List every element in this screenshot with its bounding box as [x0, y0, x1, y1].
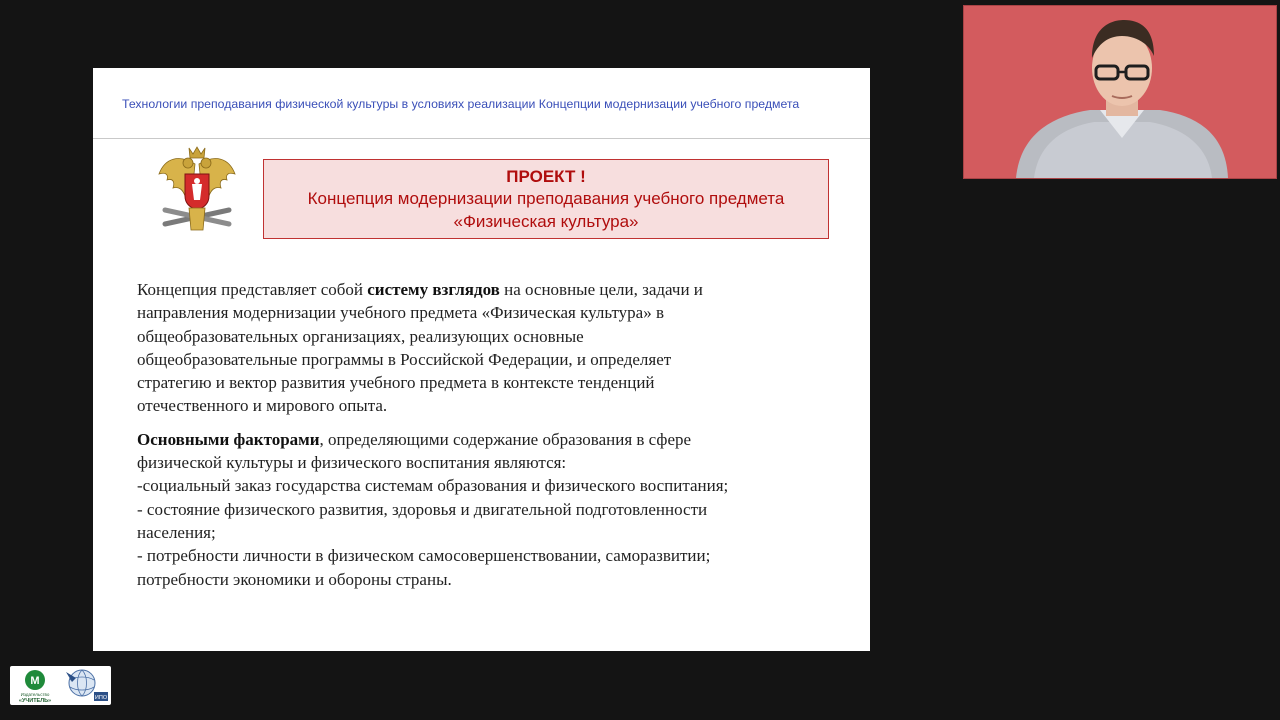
- presenter-figure: [964, 6, 1276, 178]
- concept-bold-phrase: систему взглядов: [367, 280, 500, 299]
- slide-body: [137, 278, 837, 591]
- globe-icon: [66, 670, 95, 696]
- factors-text-line1: , определяющими содержание образования в сфере: [319, 429, 692, 449]
- concept-text-line4: общеобразовательные программы в Российской Федерации, и определяет: [137, 349, 672, 369]
- factors-item-social: -социальный заказ государства системам образования и физического воспитания;: [137, 476, 729, 496]
- slide-header: [93, 68, 870, 139]
- webcam-video: [963, 5, 1277, 179]
- concept-text-line5: стратегию и вектор развития учебного предмета в контексте тенденций: [137, 373, 655, 393]
- publisher-name-line2: «УЧИТЕЛЬ»: [18, 698, 52, 704]
- project-line-2: «Физическая культура»: [453, 212, 639, 231]
- concept-text-line2: направления модернизации учебного предмета «Физическая культура» в: [137, 303, 664, 323]
- factors-item-health: - состояние физического развития, здоровья и двигательной подготовленности: [137, 499, 708, 519]
- concept-text-line6: отечественного и мирового опыта.: [137, 396, 388, 416]
- publisher-name-line1: Издательство: [20, 692, 50, 697]
- publisher-logo-icon: [25, 670, 45, 690]
- factors-paragraph: [137, 428, 837, 591]
- factors-item-health-cont: населения;: [137, 522, 216, 542]
- svg-text:М: М: [30, 675, 40, 687]
- factors-text-line2: физической культуры и физического воспитания являются:: [137, 453, 567, 473]
- project-banner: [263, 159, 829, 239]
- project-line-1: Концепция модернизации преподавания учебного предмета: [307, 189, 785, 208]
- presentation-slide: [93, 68, 870, 651]
- publisher-logo: [10, 666, 111, 705]
- concept-text-line1: на основные цели, задачи и: [499, 280, 703, 299]
- ipo-badge: ИПО: [94, 695, 108, 701]
- concept-text-start: Концепция представляет собой: [137, 280, 368, 299]
- russian-emblem-icon: [155, 144, 239, 236]
- concept-paragraph: [137, 278, 837, 418]
- factors-bold-phrase: Основными факторами: [137, 429, 320, 449]
- project-title: ПРОЕКТ !: [506, 167, 586, 186]
- slide-header-title: Технологии преподавания физической культуры в условиях реализации Концепции модернизации учебного предмета: [122, 97, 800, 111]
- concept-text-line3: общеобразовательных организациях, реализующих основные: [137, 326, 584, 346]
- factors-item-economy: потребности экономики и обороны страны.: [137, 569, 452, 589]
- factors-item-personal: - потребности личности в физическом самосовершенствовании, саморазвитии;: [137, 546, 711, 566]
